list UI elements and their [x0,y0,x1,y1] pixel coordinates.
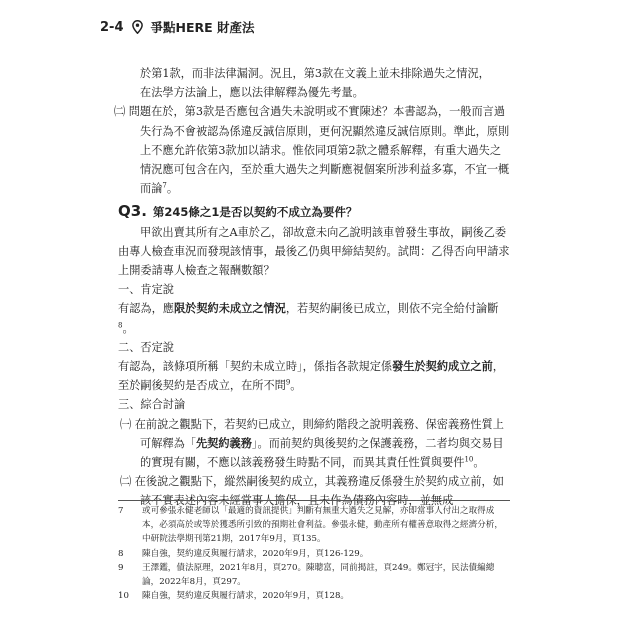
footnote-number: 9 [118,562,124,573]
text-run: 有認為，應 [118,302,174,316]
footnote-ref: 7 [162,181,167,190]
case-paragraph: 甲欲出賣其所有之A車於乙，卻故意未向乙說明該車曾發生事故，嗣後乙委由專人檢查車況而發現該情事，最後乙仍與甲締結契約。試問：乙得否向甲請求上開委請專人檢查之報酬數額？ [118,225,510,278]
section-heading: 一、肯定說 [118,283,174,297]
footnote-number: 8 [118,548,124,559]
footnote [118,561,510,589]
footnote-ref: 8 [118,320,123,329]
text-run: ㈠ 在前說之觀點下，若契約已成立，則締約階段之說明義務、保密義務性質上可解釋為「 [120,417,504,450]
text-run: ，若契約嗣後已成立，則依不完全給付論斷 [285,302,499,316]
footnote-number: 10 [118,591,129,602]
continued-paragraph [140,64,510,102]
footnote [118,589,510,603]
main-text [114,64,510,511]
map-pin-icon [132,20,143,34]
discussion-point-1 [120,415,510,473]
bold-run: 先契約義務 [195,435,252,450]
point-2 [114,102,510,198]
footnote-ref: 9 [285,378,291,387]
point-2-wrap [114,102,510,198]
footnote-text: 陳自強，契約違反與履行請求，2020年9月，頁126-129。 [142,548,369,559]
text-run: ，至於嗣後契約是否成立，在所不問 [118,360,504,393]
question-number: Q3. [118,202,147,221]
punct: 。 [166,182,179,196]
footnote-divider [118,500,510,501]
page-number: 2-4 [100,19,124,35]
section-heading: 二、否定說 [118,340,174,354]
text-run: 有認為，該條項所稱「契約未成立時」，係指各款規定係 [118,360,393,374]
punct: 。 [290,379,302,393]
section-paragraph [118,299,510,337]
point-2-text: ㈡ 問題在於，第3款是否應包含過失未說明或不實陳述？本書認為，一般而言過失行為不會被認為係違反誠信原則，更何況顯然違反誠信原則。準此，原則上不應允許依第3款加以請求。惟依同項第2款之體系解釋，有重大過失之情況應可包含在內，至於重大過失之判斷應視個案所涉利益多寡，不宜一概而論 [114,105,510,196]
punct: 。 [473,456,485,470]
footnote-ref: 10 [464,455,474,464]
footnote-number: 7 [118,506,124,516]
book-title: 爭點HERE 財產法 [150,20,255,35]
bold-run: 限於契約未成立之情況 [173,301,286,316]
footnote-text: 或可參張永健老師以「最適的資訊提供」判斷有無重大過失之見解，亦即當事人付出之取得成本，必須高於或等於獲悉所引致的預期社會利益。參張永健，動產所有權善意取得之經濟分析，中研院法學期刊第21期，2017年9月，頁135。 [142,506,503,545]
page-header [100,18,255,36]
bold-run: 發生於契約成立之前 [392,359,493,374]
question-heading [118,202,510,222]
section-paragraph [118,357,510,395]
text-line: 於第1款，而非法律漏洞。況且，第3款在文義上並未排除過失之情況， [140,67,490,80]
question-title: 第245條之1是否以契約不成立為要件？ [152,205,358,220]
footnotes [118,504,510,603]
footnote [118,547,510,561]
discussion-point-2: ㈡ 在後說之觀點下，縱然嗣後契約成立，其義務違反係發生於契約成立前，如該不實表述內容未經當事人擔保，且未作為債務內容時，並無成 [120,475,504,508]
text-line: 在法學方法論上，應以法律解釋為優先考量。 [140,86,364,100]
section-heading: 三、綜合討論 [118,398,186,412]
text-run: 」。而前契約與後契約之保護義務，二者均與交易目的實現有關，不應以該義務發生時點不同，而異其責任性質與要件 [140,436,504,470]
footnote [118,504,510,547]
footnote-text: 陳自強，契約違反與履行請求，2020年9月，頁128。 [142,591,350,602]
footnote-text: 王澤鑑，債法原理，2021年8月，頁270。陳聰富，同前揭註，頁249。鄭冠宇，民法債編總論，2022年8月，頁297。 [142,562,495,588]
section-3-body [120,415,510,511]
punct: 。 [122,321,134,335]
